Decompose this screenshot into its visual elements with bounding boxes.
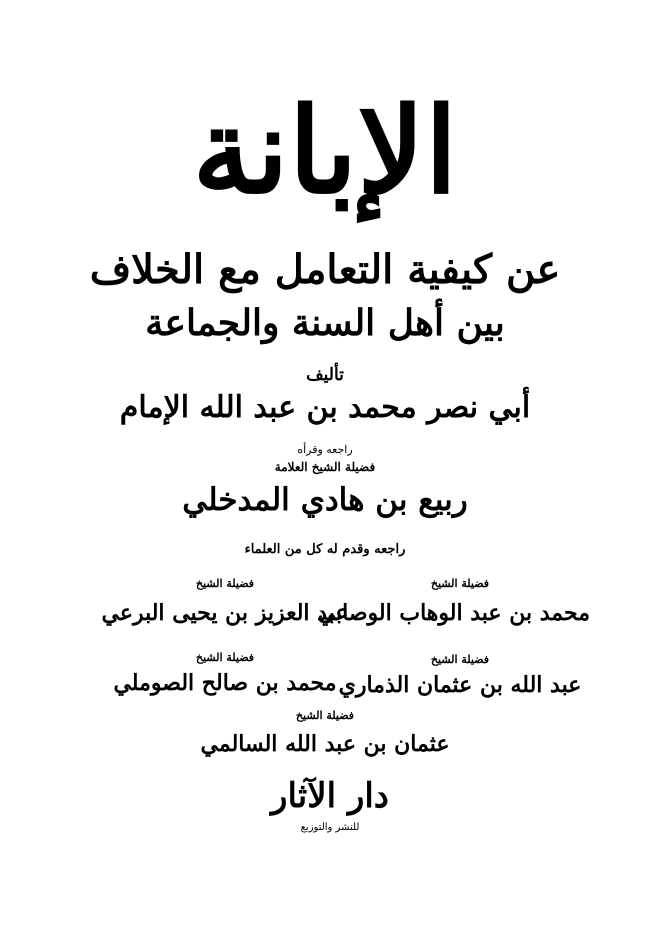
reviewer-title: فضيلة الشيخ العلامة [274, 460, 376, 474]
endorser-name: محمد بن صالح الصوملي [113, 670, 337, 696]
author-name: أبي نصر محمد بن عبد الله الإمام [119, 390, 531, 425]
subtitle-line-1: عن كيفية التعامل مع الخلاف [89, 246, 561, 293]
book-title: الإبانة [192, 81, 458, 220]
subtitle-line-2: بين أهل السنة والجماعة [145, 302, 505, 344]
endorsers-note: راجعه وقدم له كل من العلماء [244, 542, 406, 557]
publisher-name: دار الآثار [271, 776, 389, 816]
endorser-label: فضيلة الشيخ [195, 577, 255, 590]
publisher-tagline: للنشر والتوزيع [300, 822, 360, 833]
reviewer-name: ربيع بن هادي المدخلي [182, 482, 468, 518]
authorship-label: تأليف [306, 365, 344, 385]
endorser-label: فضيلة الشيخ [430, 653, 490, 666]
endorser-label: فضيلة الشيخ [430, 577, 490, 590]
endorser-name: عبد العزيز بن يحيى البرعي [101, 600, 349, 626]
endorser-name: عبد الله بن عثمان الذماري [338, 672, 582, 698]
endorser-label: فضيلة الشيخ [195, 651, 255, 664]
endorser-label: فضيلة الشيخ [295, 709, 355, 722]
publisher-logo [255, 775, 405, 845]
reviewed-by-note: راجعه وقرأه [297, 443, 353, 456]
endorser-name: محمد بن عبد الوهاب الوصابي [317, 600, 590, 626]
endorser-name: عثمان بن عبد الله السالمي [200, 731, 450, 757]
